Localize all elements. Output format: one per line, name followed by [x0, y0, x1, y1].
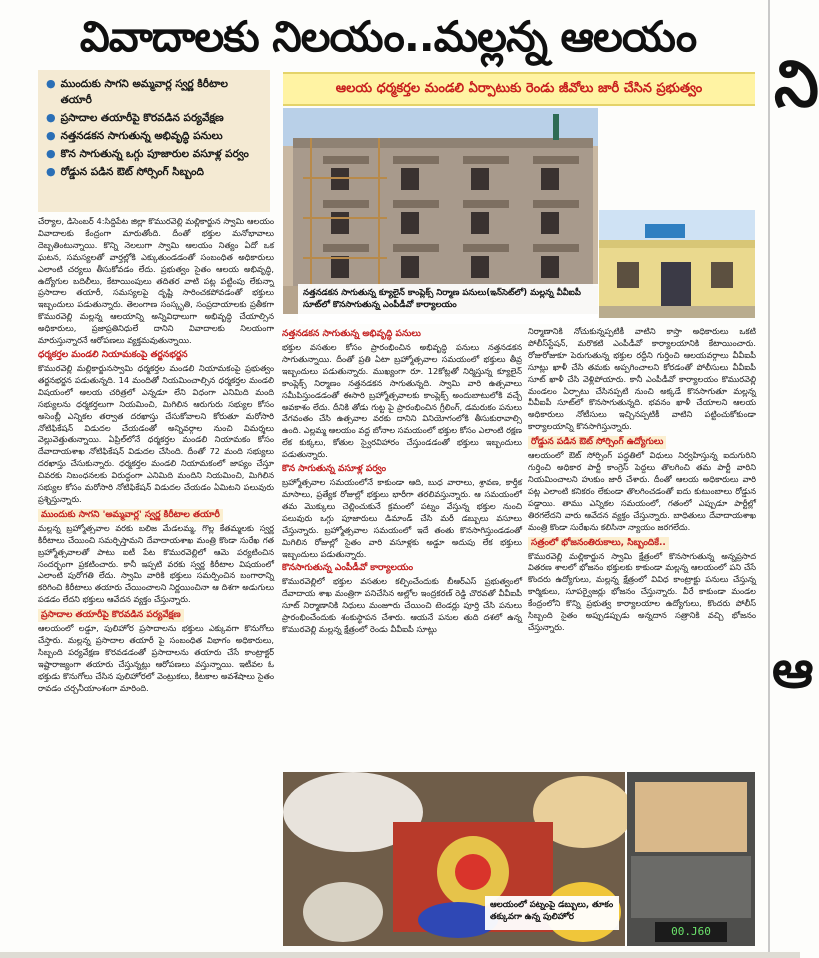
photo-caption: ఆలయంలో పట్నంపై డబ్బులు, తూకం తక్కువగా ఉన్న పులిహోర [485, 896, 619, 930]
paragraph: భక్తుల వసతుల కోసం ప్రారంభించిన అభివృద్ధి పనులు నత్తనడకన సాగుతున్నాయి. దీంతో ప్రతి ఏటా బ్రహ్మోత్సవాల సమయంలో భక్తులు తీవ్ర ఇబ్బందులు పడుతున్నారు. ముఖ్యంగా రూ. 12కోట్లతో నిర్మిస్తున్న క్యూలైన్ కాంప్లెక్స్ నిర్మాణం నత్తనడకన సాగుతున్నది. స్వామి వారి ఉత్సవాలు సమీపిస్తుండడంతో ఈసారి బ్రహ్మోత్సవాలకు కాంప్లెక్స్ అందుబాటులోకి వచ్చే అవకాశం లేదు. దీనికి తోడు గుట్ట పై ప్రారంభించిన గ్రీలింగ్, డమరుకం పనులు వేగవంతం చేసి ఉత్సవాల వరకు దానిని వినియోగంలోకి తీసుకురావాల్సి ఉంది. ఎల్లమ్మ ఆలయం వద్ద బోనాల సమయంలో భక్తుల కోసం ఎలాంటి రక్షణ లేక కుక్కలు, కోతుల స్వైరవిహారం చేస్తుండడంతో భక్తులు ఇబ్బందులు పడుతున్నారు. [282, 342, 522, 460]
highlight-item: ● కొన సాగుతున్న ఒగ్గు పూజారుల వసూళ్ల పర్వం [46, 147, 249, 160]
subheading: కొనసాగుతున్న ఎంపీడీవో కార్యాలయం [282, 563, 414, 574]
subheading: నత్తనడకన సాగుతున్న అభివృద్ధి పనులు [282, 329, 421, 339]
photo-caption: నత్తనడకన సాగుతున్న క్యూలైన్ కాంప్లెక్స్ నిర్మాణ పనులు(ఇన్‌సెట్‌లో) మల్లన్న వీవీఐపీ సూట్‌లో కొనసాగుతున్న ఎంపీడీవో కార్యాలయం [298, 284, 598, 324]
bullet-icon: ● [46, 111, 56, 124]
paragraph: బ్రహ్మోత్సవాల సమయంలోనే కాకుండా ఆది, బుధ వారాలు, శ్రావణ, కార్తీక మాసాలు, ప్రత్యేక రోజుల్లో భక్తులు భారీగా తరలివస్తున్నారు. ఆ సమయంలో తమ మొక్కులు చెల్లించుకునే క్రమంలో పట్నం వేస్తున్న భక్తుల నుంచి పలువురు ఒగ్గు పూజారులు డిమాండ్ చేసి మరీ డబ్బులు వసూలు చేస్తున్నారు. బ్రహ్మోత్సవాల సమయంలో ఇదే తంతు కొనసాగిస్తుండడంతో మిగిలిన రోజుల్లో సైతం వారి వసూళ్లకు అడ్డూ అదుపు లేక భక్తులు ఇబ్బందులు పడుతున్నారు. [282, 477, 522, 559]
paragraph: కొమురవెల్లి మల్లికార్జునస్వామి ధర్మకర్తల మండలి నియామకంపై ప్రభుత్వం తర్జనభర్జన పడుతున్నది. 14 మందితో నియమించాల్సిన ధర్మకర్తల మండలి విషయంలో ఆలయ చరిత్రలో ఎన్నడూ లేని విధంగా ఎనిమిది మంది సభ్యులను ధర్మకర్తలుగా నియమించి, మిగిలిన ఆరుగురు సభ్యుల కోసం అసెంబ్లీ ఎన్నికల తర్వాత దరఖాస్తు చేసుకోవాలని కోరుతూ మరోసారి నోటిఫికేషన్ విడుదల చేయడంతో అన్నివర్గాల నుంచి విమర్శలు వెల్లువెత్తుతున్నాయి. ఏప్రిల్‌లోనే ధర్మకర్తల మండలి నియామకం కోసం దేవాదాయశాఖ నోటిఫికేషన్ విడుదల చేసింది. దీంతో 72 మంది సభ్యులు దరఖాస్తు చేసుకున్నారు. ధర్మకర్తల మండలి నియామకంలో జాప్యం చేస్తూ చివరకు నిబంధనలకు విరుద్ధంగా ఎనిమిది మందిని నియమించి, మిగిలిన సభ్యుల కోసం మరోసారి నోటిఫికేషన్ విడుదల చేయడం ఏమిటని పలువురు ప్రశ్నిస్తున్నారు. [38, 362, 274, 504]
paragraph: మల్లన్న బ్రహ్మోత్సవాల వరకు బలిజ మేడలమ్మ, గొల్ల కేతమ్మలకు స్వర్ణ కిరీటాలు చేయించి సమర్పిస్తామని దేవాదాయశాఖ మంత్రి కొండా సురేఖ గత బ్రహ్మోత్సవాలతో పాటు ఐటీ పేట కొమురవెల్లిలో ఆమె పర్యటించిన సందర్భంగా ప్రకటించారు. కానీ ఇప్పటి వరకు స్వర్ణ కిరీటాల విషయంలో ఎలాంటి పురోగతి లేదు. స్వామి వారికి భక్తులు సమర్పించిన బంగారాన్ని కరిగించి కిరీటాలు తయారు చేయించాలని నిర్ణయించినా ఆ దిశగా అడుగులు పడడం లేదని భక్తులు ఆవేదన వ్యక్తం చేస్తున్నారు. [38, 522, 274, 605]
highlight-item: ● ప్రసాదాల తయారీపై కొరవడిన పర్యవేక్షణ [46, 111, 224, 124]
subheading: సత్రంలో భోజనంతిరుకాలు, సిబ్బందికే.. [528, 537, 669, 550]
mpdo-office-inset-photo [599, 210, 755, 318]
article-column-2 [282, 326, 522, 770]
paragraph: ఆలయంలో ఔట్ సోర్సింగ్ పద్ధతిలో విధులు నిర్వహిస్తున్న ఐదుగురిని గుర్తించి అధికార పార్టీ కాంగ్రెస్ పెద్దలు తొలగించి తమ పార్టీ వారిని నియమించాలని హుకుం జారీ చేశారు. దీంతో ఆలయ అధికారులు వారి పట్ల ఎలాంటి కనికరం లేకుండా తొలగించడంతో ఐదు కుటుంబాలు రోడ్డున పడ్డాయి. తాము ఎన్నికల సమయంలో, గతంలో ఎప్పుడూ పార్టీల్లో తిరగలేదని వారు ఆవేదన వ్యక్తం చేస్తున్నారు. బాధితులు దేవాదాయశాఖ మంత్రి కొండా సురేఖను కలిసినా న్యాయం జరగలేదు. [528, 450, 756, 532]
bullet-icon: ● [46, 129, 56, 142]
paragraph: ఆలయంలో లడ్డూ, పులిహోర ప్రసాదాలను భక్తులు ఎక్కువగా కొనుగోలు చేస్తారు. మల్లన్న ప్రసాదాల తయారీ పై సంబంధిత విభాగం అధికారులు, సిబ్బంది పర్యవేక్షణ కొరవడడంతో ప్రసాదాలను తయారు చేసే కాంట్రాక్టర్ ఇష్టారాజ్యంగా తయారు చేస్తున్నట్లు ఆరోపణలు వస్తున్నాయి. ఇటీవల ఓ భక్తుడు కొనుగోలు చేసిన పులిహోరలో వెంట్రుకలు, కీటకాల అవశేషాలు సైతం రావడం చర్చనీయాంశంగా మారింది. [38, 623, 274, 693]
article-column-3 [528, 326, 756, 770]
office-illustration [599, 210, 755, 318]
subheading: ముందుకు సాగని 'అమ్మవార్ల' స్వర్ణ కిరీటాల తయారీ [38, 509, 223, 522]
page-bottom-strip [0, 952, 800, 958]
paragraph: నిర్మాణానికి నోచుకున్నప్పటికీ వాటిని కాస్తా అధికారులు ఒకటి పోలీస్‌స్టేషన్, మరొకటి ఎంపీడీవో కార్యాలయానికి కేటాయించారు. రోజురోజుకూ పెరుగుతున్న భక్తుల రద్దీని గుర్తించి ఆలయవర్గాలు వీవీఐపీ సూట్లు ఖాళీ చేసి తమకు అప్పగించాలని కోరడంతో పోలీసులు వీవీఐపీ సూట్ ఖాళీ చేసి వెళ్లిపోయారు. కానీ ఎంపీడీవో కార్యాలయం కొమురవెల్లి మండలం ఏర్పాటు చేసినప్పటి నుంచి అక్కడే కొనసాగుతూ మల్లన్న వీవీఐపీ సూట్‌లో కొనసాగుతున్నది. భవనం ఖాళీ చేయాలని ఆలయ అధికారులు నోటీసులు ఇచ్చినప్పటికీ వాటిని పట్టించుకోకుండా కార్యాలయాన్ని కొనసాగిస్తున్నారు. [528, 326, 756, 432]
adjacent-article-edge [772, 0, 819, 958]
bullet-icon: ● [46, 165, 56, 178]
headline: వివాదాలకు నిలయం..మల్లన్న ఆలయం [79, 12, 697, 61]
subheading: ధర్మకర్తల మండలి నియామకంపై తర్జనభర్జన [38, 349, 188, 360]
adjacent-headline-glyph: ని [774, 48, 819, 122]
subheading: ప్రసాదాల తయారీపై కొరవడిన పర్యవేక్షణ [38, 609, 184, 622]
column-rule [768, 0, 770, 958]
adjacent-headline-glyph: ఆ [772, 640, 814, 700]
highlights-box [38, 70, 270, 212]
highlight-item: ● రోడ్డున పడిన ఔట్ సోర్సింగ్ సిబ్బంది [46, 165, 204, 178]
paragraph: కొమురవెల్లి మల్లికార్జున స్వామి క్షేత్రంలో కొనసాగుతున్న అన్నప్రసాద వితరణ శాలలో భోజనం భక్తులకు కాకుండా మల్లన్న ఆలయంలో పని చేసే కొందరు ఉద్యోగులు, మల్లన్న క్షేత్రంలో వివిధ కాంట్రాక్టు పనులు చేస్తున్న కార్మికులు, సూపర్వైజర్లు భోజనం చేస్తున్నారు. వీరే కాకుండా మండల కేంద్రంలోని కొన్ని ప్రభుత్వ కార్యాలయాల ఉద్యోగులు, కొందరు పోలీస్ సిబ్బంది సైతం అప్పుడప్పుడు అన్నదాన సత్రానికి వచ్చి భోజనం చేస్తున్నారు. [528, 550, 756, 632]
highlight-item: ● నత్తనడకన సాగుతున్న అభివృద్ధి పనులు [46, 129, 223, 142]
subheading: కొన సాగుతున్న వసూళ్ల పర్వం [282, 464, 387, 475]
subheading: రోడ్డున పడిన ఔట్ సోర్సింగ్ ఉద్యోగులు [528, 436, 666, 449]
article-column-1 [38, 216, 274, 952]
highlight-item: ● ముందుకు సాగని అమ్మవార్ల స్వర్ణ కిరీటాల తయారీ [46, 77, 228, 106]
paragraph: చేర్యాల, డిసెంబర్ 4:సిద్దిపేట జిల్లా కొమురవెల్లి మల్లికార్జున స్వామి ఆలయం వివాదాలకు కేంద్రంగా మారుతోంది. దీంతో భక్తుల మనోభావాలు దెబ్బతింటున్నాయి. కొన్ని నెలలుగా స్వామి ఆలయం నిత్యం ఏదో ఒక ఘటన, సమస్యలతో వార్తల్లోకి ఎక్కుతుండడంతో సంబంధిత అధికారులు ఎలాంటి చర్యలు తీసుకోవడం లేదు. ప్రభుత్వం సైతం ఆలయ అభివృద్ధి, ఉద్యోగుల బదిలీలు, కేటాయింపులు తదితర వాటి పట్ల పట్టింపు లేకున్నా ప్రసాదాల తయారీ, సమస్యలపై దృష్టి సారించకపోవడంతో భక్తులు ఇబ్బందులు పడుతున్నారు. తెలంగాణ సంస్కృతి, సంప్రదాయాలకు ప్రతీకగా కొమురవెల్లి మల్లన్న ఆలయాన్ని అన్నివిధాలుగా అభివృద్ధి చేయాల్సిన అధికారులు, ప్రజాప్రతినిధులే దానిని వివాదాలకు నిలయంగా మారుస్తున్నారనే ఆరోపణలు వ్యక్తమవుతున్నాయి. [38, 216, 274, 346]
scale-illustration [627, 772, 755, 946]
bullet-icon: ● [46, 77, 56, 90]
deck-banner: ఆలయ ధర్మకర్తల మండలి ఏర్పాటుకు రెండు జీవోలు జారీ చేసిన ప్రభుత్వం [283, 72, 755, 106]
bullet-icon: ● [46, 147, 56, 160]
scale-display: 00.J60 [671, 925, 711, 938]
paragraph: కొమురవెల్లిలో భక్తుల వసతుల కల్పించేందుకు బీఆర్ఎస్ ప్రభుత్వంలో దేవాదాయ శాఖ మంత్రిగా పనిచేసిన అల్లోల ఇంద్రకరణ్ రెడ్డి చొరవతో వీవీఐపీ సూట్ నిర్మాణానికి నిధులు మంజూరు చేయించి టెండర్లు పూర్తి చేసి పనులు ప్రారంభించేందుకు శంకుస్థాపన చేశారు. ఆయనే పనుల తుది దశలో ఉన్న కొమురవెల్లి మల్లన్న క్షేత్రంలో రెండు వీవీఐపీ సూట్లు [282, 576, 522, 635]
weighing-scale-photo [627, 772, 755, 946]
